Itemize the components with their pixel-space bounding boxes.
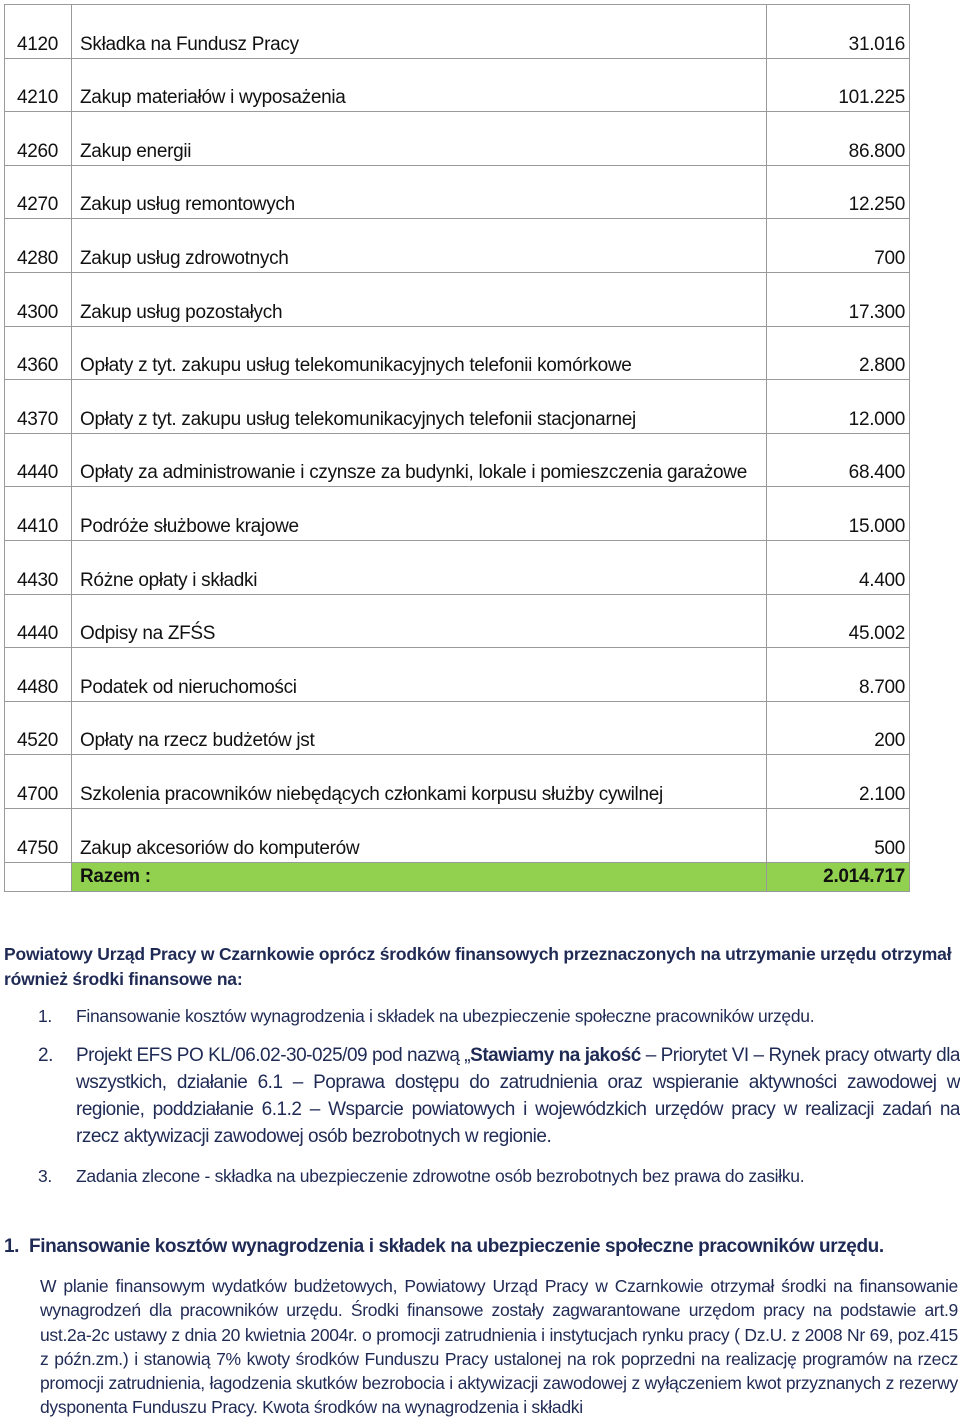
row-name: Zakup usług pozostałych [72,272,767,326]
list-number: 2. [38,1045,53,1066]
row-code: 4300 [5,272,72,326]
table-row [5,755,910,809]
row-amount: 12.250 [767,165,910,219]
row-amount: 8.700 [767,648,910,702]
row-amount: 12.000 [767,380,910,434]
list-text-part: Projekt EFS PO KL/06.02-30-025/09 pod nazwą „ [76,1045,471,1066]
table-row [5,5,910,59]
table-row [5,219,910,273]
row-name: Szkolenia pracowników niebędących członkami korpusu służby cywilnej [72,755,767,809]
row-amount: 2.800 [767,326,910,380]
table-row [5,594,910,648]
row-name: Zakup usług zdrowotnych [72,219,767,273]
row-amount: 86.800 [767,112,910,166]
budget-table [4,4,910,892]
table-row [5,326,910,380]
row-code: 4370 [5,380,72,434]
list-number: 1. [38,1006,52,1026]
row-code: 4210 [5,58,72,112]
table-row [5,58,910,112]
row-code: 4410 [5,487,72,541]
row-name: Opłaty z tyt. zakupu usług telekomunikacyjnych telefonii stacjonarnej [72,380,767,434]
table-row [5,487,910,541]
row-code: 4280 [5,219,72,273]
row-amount: 700 [767,219,910,273]
table-row [5,380,910,434]
row-name: Zakup akcesoriów do komputerów [72,808,767,862]
row-amount: 68.400 [767,433,910,487]
list-text: Finansowanie kosztów wynagrodzenia i składek na ubezpieczenie społeczne pracowników urzędu. [76,1006,815,1026]
row-amount: 17.300 [767,272,910,326]
table-row [5,808,910,862]
list-item [38,1164,960,1188]
table-row [5,433,910,487]
table-row [5,112,910,166]
list-text: Zadania zlecone - składka na ubezpieczenie zdrowotne osób bezrobotnych bez prawa do zasiłku. [76,1166,805,1186]
row-name: Opłaty z tyt. zakupu usług telekomunikacyjnych telefonii komórkowe [72,326,767,380]
row-code: 4360 [5,326,72,380]
row-name: Zakup materiałów i wyposażenia [72,58,767,112]
row-amount: 500 [767,808,910,862]
row-amount: 4.400 [767,540,910,594]
project-name: Stawiamy na jakość [470,1045,641,1066]
table-row [5,648,910,702]
row-name: Składka na Fundusz Pracy [72,5,767,59]
total-row [5,862,910,891]
row-code: 4120 [5,5,72,59]
table-row [5,701,910,755]
list-number: 3. [38,1166,52,1186]
body-paragraph: W planie finansowym wydatków budżetowych, Powiatowy Urząd Pracy w Czarnkowie otrzymał środki na finansowanie wynagrodzeń dla pracowników urzędu. Środki finansowe zostały zagwarantowane urzędom pracy na podstawie art.9 ust.2a-2c ustawy z dnia 20 kwietnia 2004r. o promocji zatrudnienia i instytucjach rynku pracy ( Dz.U. z 2008 Nr 69, poz.415 z późn.zm.) i stanowią 7% kwoty środków Funduszu Pracy ustalonej na rok poprzedni na realizację programów na rzecz promocji zatrudnienia, łagodzenia skutków bezrobocia i aktywizacji zawodowej z wyłączeniem kwot przyznanych z rezerwy dysponenta Funduszu Pracy. Kwota środków na wynagrodzenia i składki [40,1276,958,1418]
total-amount: 2.014.717 [767,862,910,891]
section-title: Finansowanie kosztów wynagrodzenia i składek na ubezpieczenie społeczne pracowników urzędu. [29,1236,884,1257]
list-text-part: – Priorytet VI – Rynek pracy otwarty dla wszystkich, działanie 6.1 – Poprawa dostępu do zatrudnienia oraz wspieranie aktywności zawodowej w regionie, poddziałanie 6.1.2 – Wsparcie powiatowych i wojewódzkich urzędów pracy w realizacji zadań na rzecz aktywizacji zawodowej osób bezrobotnych w regionie. [76,1045,960,1147]
total-empty-cell [5,862,72,891]
funding-list [38,1004,960,1202]
section-number: 1. [4,1236,20,1257]
row-amount: 200 [767,701,910,755]
list-item [38,1004,960,1028]
row-name: Odpisy na ZFŚS [72,594,767,648]
row-code: 4440 [5,433,72,487]
row-code: 4430 [5,540,72,594]
section-heading [4,1236,960,1258]
table-row [5,540,910,594]
row-name: Opłaty na rzecz budżetów jst [72,701,767,755]
list-item [38,1042,960,1150]
row-code: 4270 [5,165,72,219]
table-row [5,165,910,219]
row-name: Różne opłaty i składki [72,540,767,594]
row-amount: 15.000 [767,487,910,541]
row-code: 4440 [5,594,72,648]
row-name: Zakup usług remontowych [72,165,767,219]
row-amount: 31.016 [767,5,910,59]
row-amount: 101.225 [767,58,910,112]
row-code: 4480 [5,648,72,702]
row-code: 4700 [5,755,72,809]
row-code: 4260 [5,112,72,166]
table-row [5,272,910,326]
intro-paragraph: Powiatowy Urząd Pracy w Czarnkowie oprócz środków finansowych przeznaczonych na utrzymanie urzędu otrzymał również środki finansowe na: [4,944,952,989]
row-name: Zakup energii [72,112,767,166]
row-amount: 2.100 [767,755,910,809]
row-code: 4520 [5,701,72,755]
row-name: Opłaty za administrowanie i czynsze za budynki, lokale i pomieszczenia garażowe [72,433,767,487]
row-name: Podróże służbowe krajowe [72,487,767,541]
row-amount: 45.002 [767,594,910,648]
row-name: Podatek od nieruchomości [72,648,767,702]
row-code: 4750 [5,808,72,862]
total-label: Razem : [72,862,767,891]
